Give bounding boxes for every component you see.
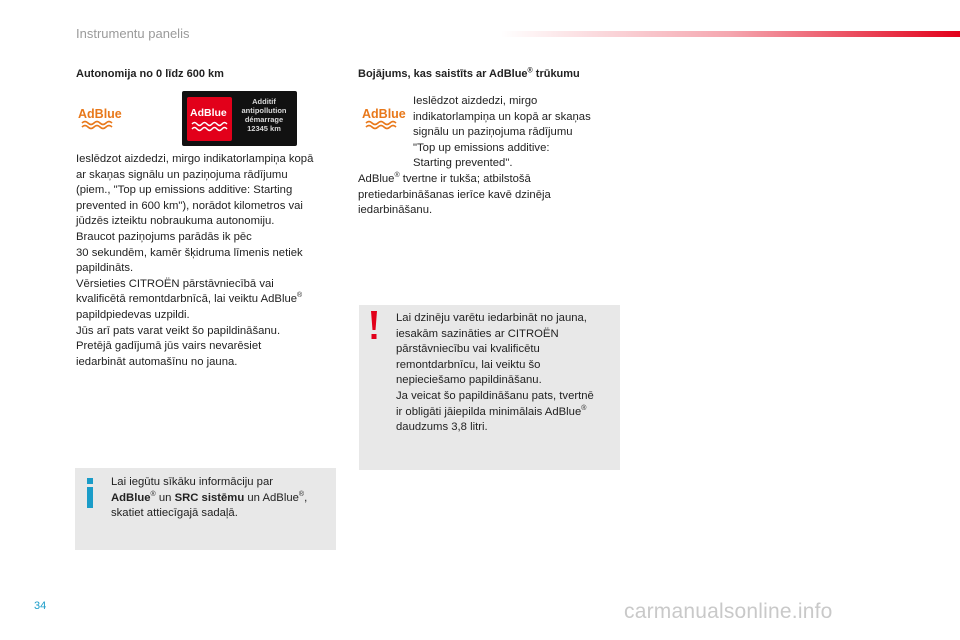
info-box [75, 468, 336, 550]
adblue-icon-text: AdBlue [78, 107, 122, 121]
heading-fault-start: Bojājums, kas saistīts ar AdBlue [358, 68, 528, 80]
warning-box-text [396, 311, 618, 436]
exclamation-icon [368, 311, 380, 341]
registered-mark: ® [298, 490, 305, 498]
warning-text-start: Lai dzinēju varētu iedarbināt no jauna, iesakām sazināties ar CITROËN pārstāvniecību vai kvalificētu remontdarbnīcu, lai veiktu šo nepieciešamo papildināšanu. Ja veicat šo papildināšanu pats, tvertnē ir obligāti jāiepilda minimālais AdBlue [396, 312, 594, 418]
registered-mark: ® [297, 292, 303, 300]
warning-box [359, 305, 620, 470]
fault-message: Ieslēdzot aizdedzi, mirgo indikatorlampiņa un kopā ar skaņas signālu un paziņojuma rādījumu "Top up emissions additive: Starting prevented". [413, 95, 591, 170]
adblue-warning-lamp-icon [78, 106, 122, 130]
section-heading-adblue-fault [358, 68, 580, 80]
tank-paragraph-end: tvertne ir tukša; atbilstošā pretiedarbināšanas ierīce kavē dzinēja iedarbināšanu. [358, 173, 551, 217]
info-and-1: un [155, 491, 175, 504]
page-number: 34 [34, 600, 47, 612]
registered-mark: ® [581, 404, 587, 412]
heading-fault-end: trūkumu [532, 68, 580, 80]
page-header-title: Instrumentu panelis [76, 26, 190, 41]
info-comma: , [304, 491, 308, 504]
fault-tank-text [358, 172, 623, 219]
info-src-bold: SRC sistēmu [174, 491, 245, 504]
adblue-icon-text: AdBlue [362, 107, 406, 121]
registered-mark: ® [394, 172, 400, 180]
display-message [234, 97, 294, 133]
registered-mark: ® [150, 490, 156, 498]
autonomy-description [76, 152, 338, 370]
warning-paragraph [396, 311, 618, 436]
fault-indented-text [413, 94, 623, 172]
warning-text-end: daudzums 3,8 litri. [396, 421, 488, 434]
fault-tank-paragraph [358, 172, 623, 219]
autonomy-paragraph-2 [76, 277, 338, 371]
display-message-text: Additif antipollution démarrage 12345 km [241, 97, 287, 133]
header-accent-bar [500, 31, 960, 37]
info-line-1: Lai iegūtu sīkāku informāciju par [111, 476, 274, 488]
autonomy-paragraph-2-end: papildpiedevas uzpildi. Jūs arī pats varat veikt šo papildināšanu. Pretējā gadījumā jūs vairs nevarēsiet iedarbināt automašīnu no jauna. [76, 308, 281, 368]
info-line-3: skatiet attiecīgajā sadaļā. [111, 507, 238, 520]
registered-mark: ® [527, 67, 533, 75]
display-adblue-badge [187, 97, 232, 141]
section-heading-autonomy: Autonomija no 0 līdz 600 km [76, 68, 224, 80]
info-line-2 [111, 491, 333, 507]
display-adblue-text: AdBlue [190, 107, 227, 119]
watermark: carmanualsonline.info [624, 600, 833, 623]
adblue-warning-lamp-icon [362, 106, 406, 130]
info-icon [84, 478, 96, 508]
info-and-2: un AdBlue [244, 491, 299, 504]
instrument-display-screen [182, 91, 297, 146]
autonomy-paragraph-2-start: Vērsieties CITROËN pārstāvniecībā vai kvalificētā remontdarbnīcā, lai veiktu AdBlue [76, 277, 298, 306]
info-box-text [111, 475, 333, 522]
tank-adblue: AdBlue [358, 173, 395, 185]
info-adblue-bold: AdBlue [111, 491, 151, 504]
autonomy-paragraph-1: Ieslēdzot aizdedzi, mirgo indikatorlampiņa kopā ar skaņas signālu un paziņojuma rādījumu (piem., "Top up emissions additive: Starting prevented in 600 km"), norādot kilometros vai jūdzēs izteiktu nobraukuma autonomiju. Braucot paziņojums parādās ik pēc 30 sekundēm, kamēr šķidruma līmenis netiek papildināts. [76, 153, 314, 275]
